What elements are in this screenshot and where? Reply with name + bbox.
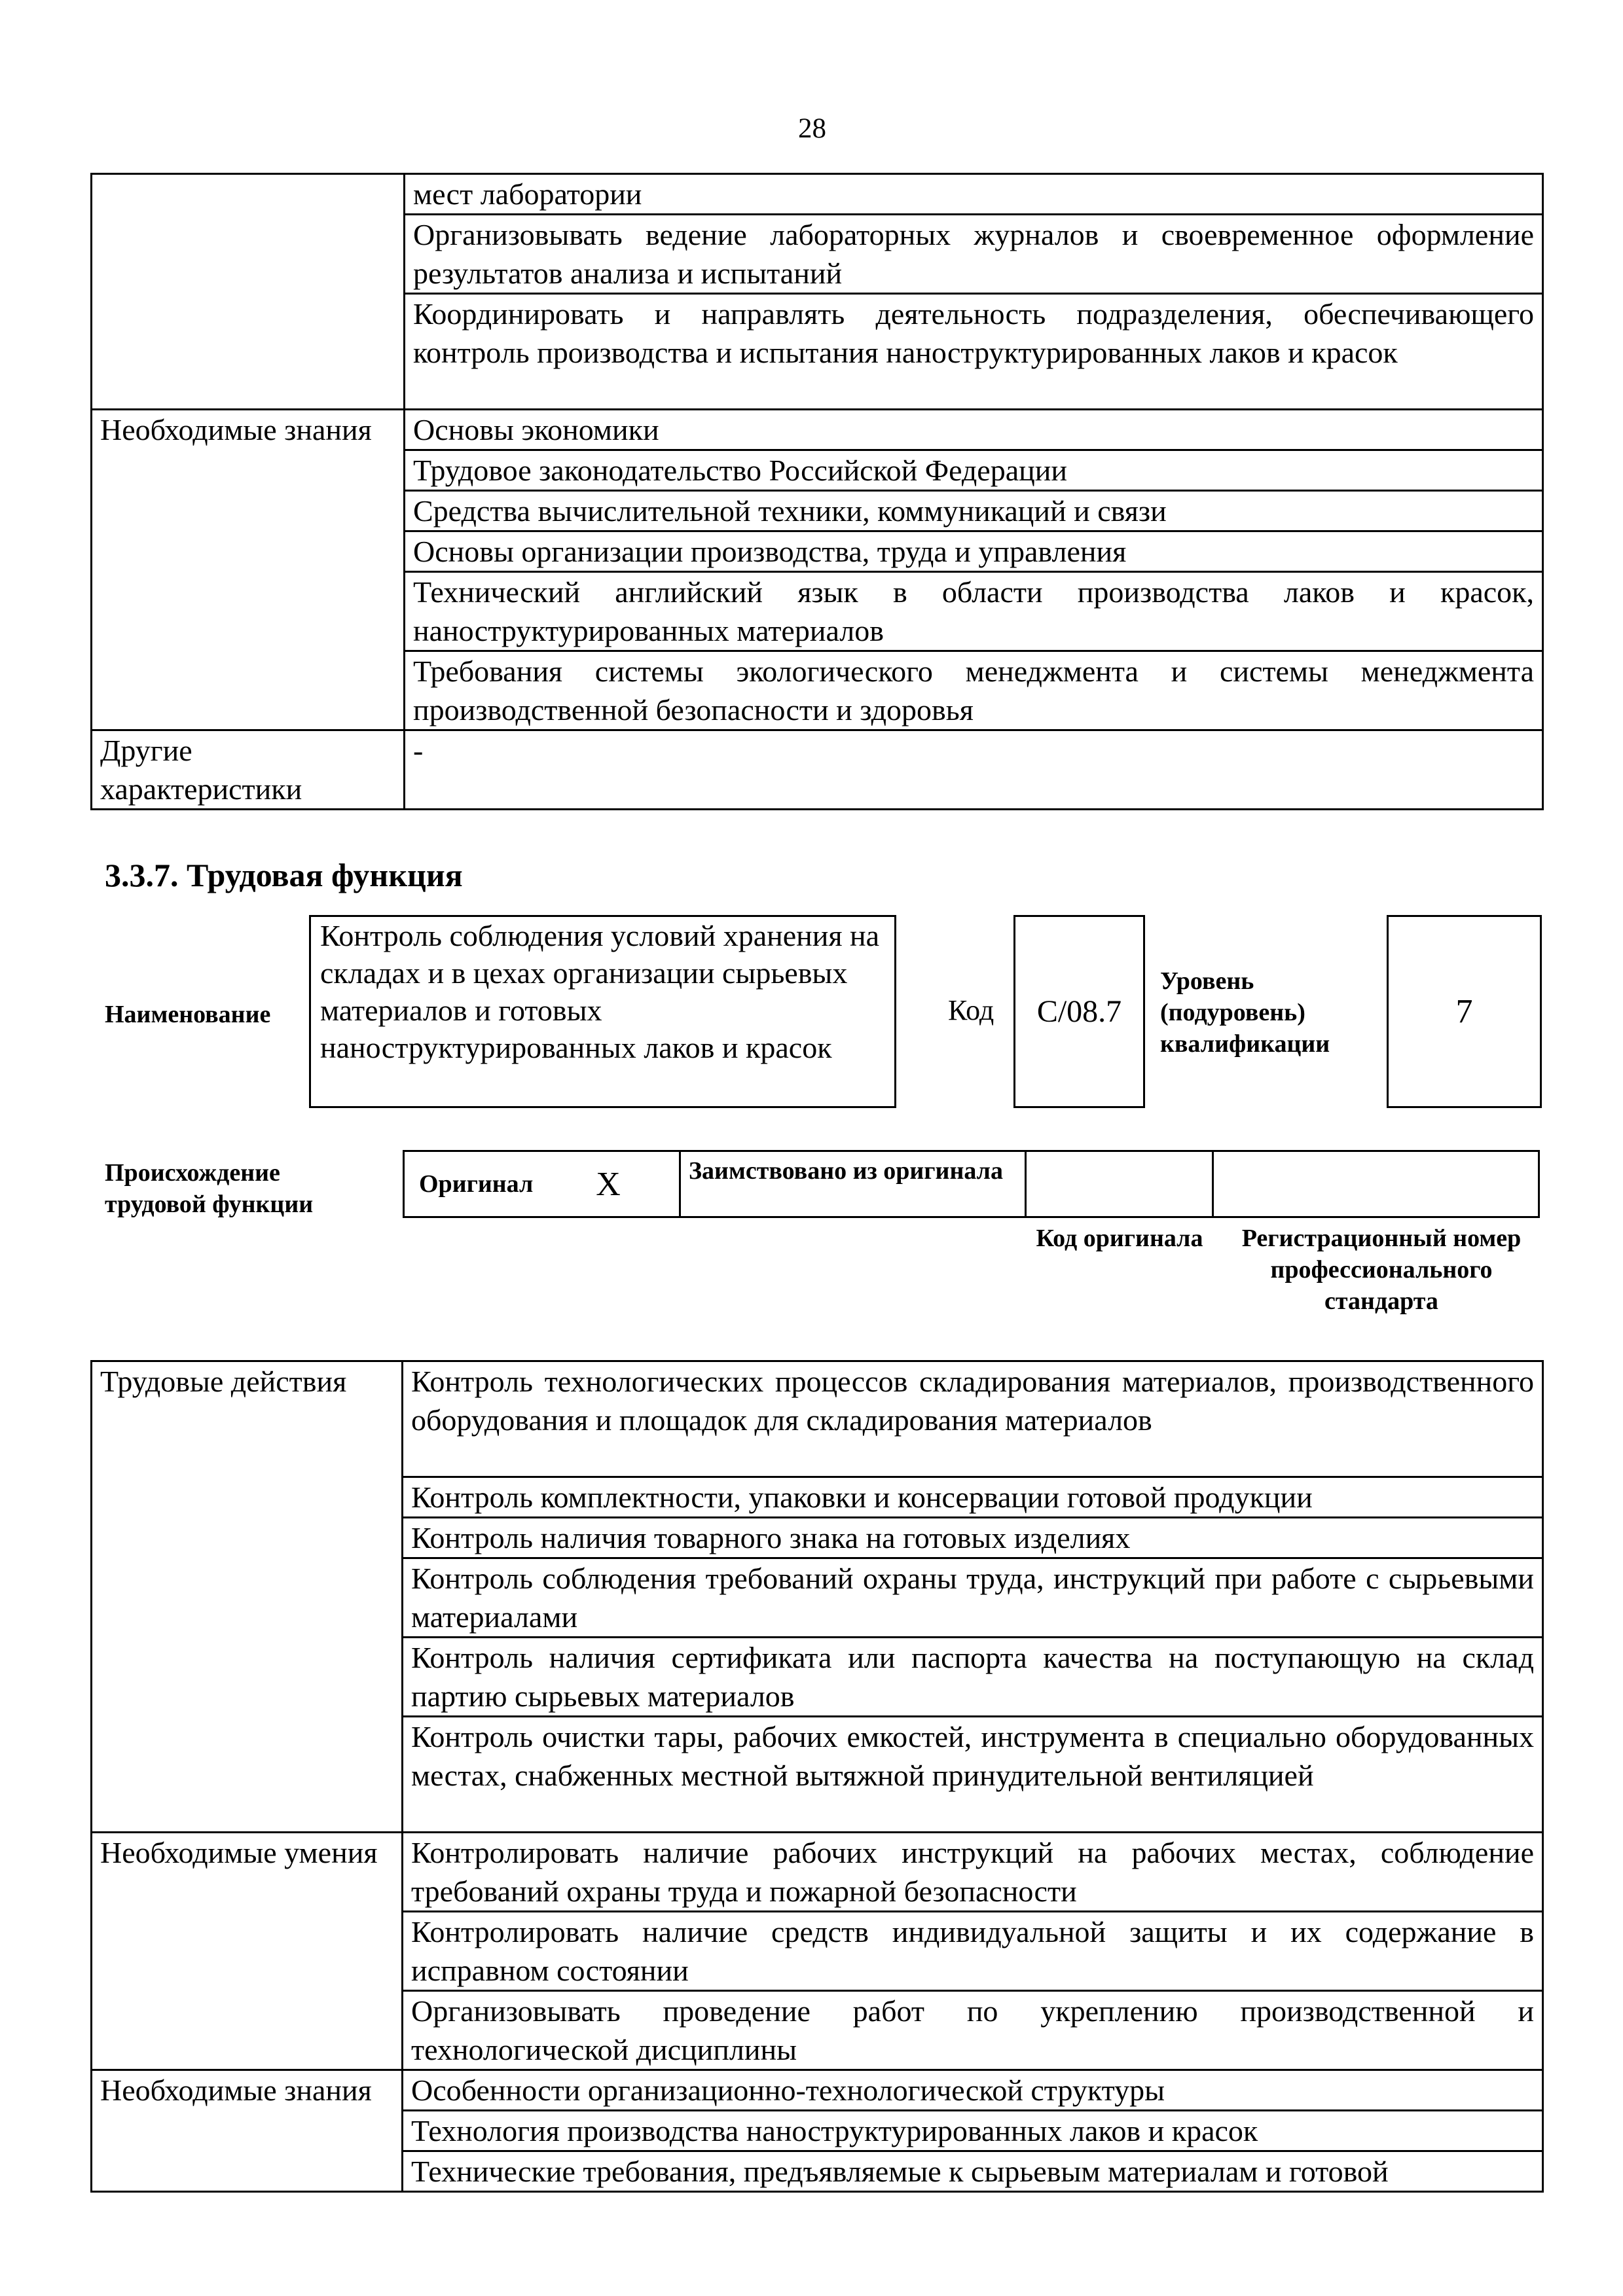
table-cell: Контроль очистки тары, рабочих емкостей, инструмента в специально оборудованных местах, снабженных местной вытяжной принудительной вентиляцией <box>403 1717 1543 1833</box>
table-cell: Требования системы экологического менеджмента и системы менеджмента производственной безопасности и здоровья <box>405 651 1543 730</box>
table-cell: Контролировать наличие средств индивидуальной защиты и их содержание в исправном состоянии <box>403 1912 1543 1991</box>
table-cell: Технология производства наноструктурированных лаков и красок <box>403 2111 1543 2151</box>
table-cell: Контроль наличия сертификата или паспорта качества на поступающую на склад партию сырьевых материалов <box>403 1638 1543 1717</box>
table-cell: Контроль технологических процессов складирования материалов, производственного оборудования и площадок для складирования материалов <box>403 1361 1543 1477</box>
table-cell: Контроль наличия товарного знака на готовых изделиях <box>403 1518 1543 1558</box>
original-label: Оригинал <box>419 1170 534 1198</box>
labor-function-table <box>90 1360 1544 2193</box>
section-title: 3.3.7. Трудовая функция <box>105 857 463 893</box>
table-cell: Технические требования, предъявляемые к сырьевым материалам и готовой <box>403 2151 1543 2192</box>
reg-caption: Регистрационный номер профессионального стандарта <box>1241 1225 1522 1315</box>
level-label: Уровень (подуровень) квалификации <box>1160 967 1330 1058</box>
table-cell: Средства вычислительной техники, коммуникаций и связи <box>405 491 1543 531</box>
table-cell: - <box>405 730 1543 810</box>
table-cell: Координировать и направлять деятельность подразделения, обеспечивающего контроль производства и испытания наноструктурированных лаков и красок <box>405 294 1543 410</box>
original-mark: X <box>596 1165 621 1203</box>
table-cell: Технический английский язык в области производства лаков и красок, наноструктурированных материалов <box>405 572 1543 651</box>
name-label: Наименование <box>105 1001 271 1028</box>
origin-code-cell <box>1025 1150 1214 1218</box>
origin-reg-cell <box>1212 1150 1540 1218</box>
table-cell: Организовывать проведение работ по укреплению производственной и технологической дисциплины <box>403 1991 1543 2070</box>
level-box: 7 <box>1387 915 1542 1108</box>
function-name-box: Контроль соблюдения условий хранения на складах и в цехах организации сырьевых материалов и готовых наноструктурированных лаков и красок <box>309 915 896 1108</box>
code-caption: Код оригинала <box>1036 1225 1203 1252</box>
table-continued <box>90 173 1544 810</box>
origin-borrowed-cell: Заимствовано из оригинала <box>679 1150 1027 1218</box>
table-cell: Контроль соблюдения требований охраны труда, инструкций при работе с сырьевыми материалами <box>403 1558 1543 1638</box>
table-cell: Основы организации производства, труда и управления <box>405 531 1543 572</box>
row-label-knowledge-2: Необходимые знания <box>92 2070 403 2192</box>
table-cell: Организовывать ведение лабораторных журналов и своевременное оформление результатов анализа и испытаний <box>405 215 1543 294</box>
table-cell: Основы экономики <box>405 410 1543 450</box>
table-cell: мест лаборатории <box>405 174 1543 215</box>
row-label-skills: Необходимые умения <box>92 1833 403 2070</box>
table-cell: Контроль комплектности, упаковки и консервации готовой продукции <box>403 1477 1543 1518</box>
origin-original-cell <box>403 1150 681 1218</box>
origin-row <box>403 1150 1542 1218</box>
origin-label: Происхождение трудовой функции <box>105 1159 314 1218</box>
table-label-empty <box>92 174 405 410</box>
code-label: Код <box>948 994 994 1026</box>
table-cell: Контролировать наличие рабочих инструкций на рабочих местах, соблюдение требований охраны труда и пожарной безопасности <box>403 1833 1543 1912</box>
row-label-knowledge: Необходимые знания <box>92 410 405 730</box>
row-label-other: Другие характеристики <box>92 730 405 810</box>
page-number: 28 <box>798 113 826 144</box>
code-box: С/08.7 <box>1013 915 1145 1108</box>
table-cell: Трудовое законодательство Российской Федерации <box>405 450 1543 491</box>
table-cell: Особенности организационно-технологической структуры <box>403 2070 1543 2111</box>
row-label-actions: Трудовые действия <box>92 1361 403 1833</box>
